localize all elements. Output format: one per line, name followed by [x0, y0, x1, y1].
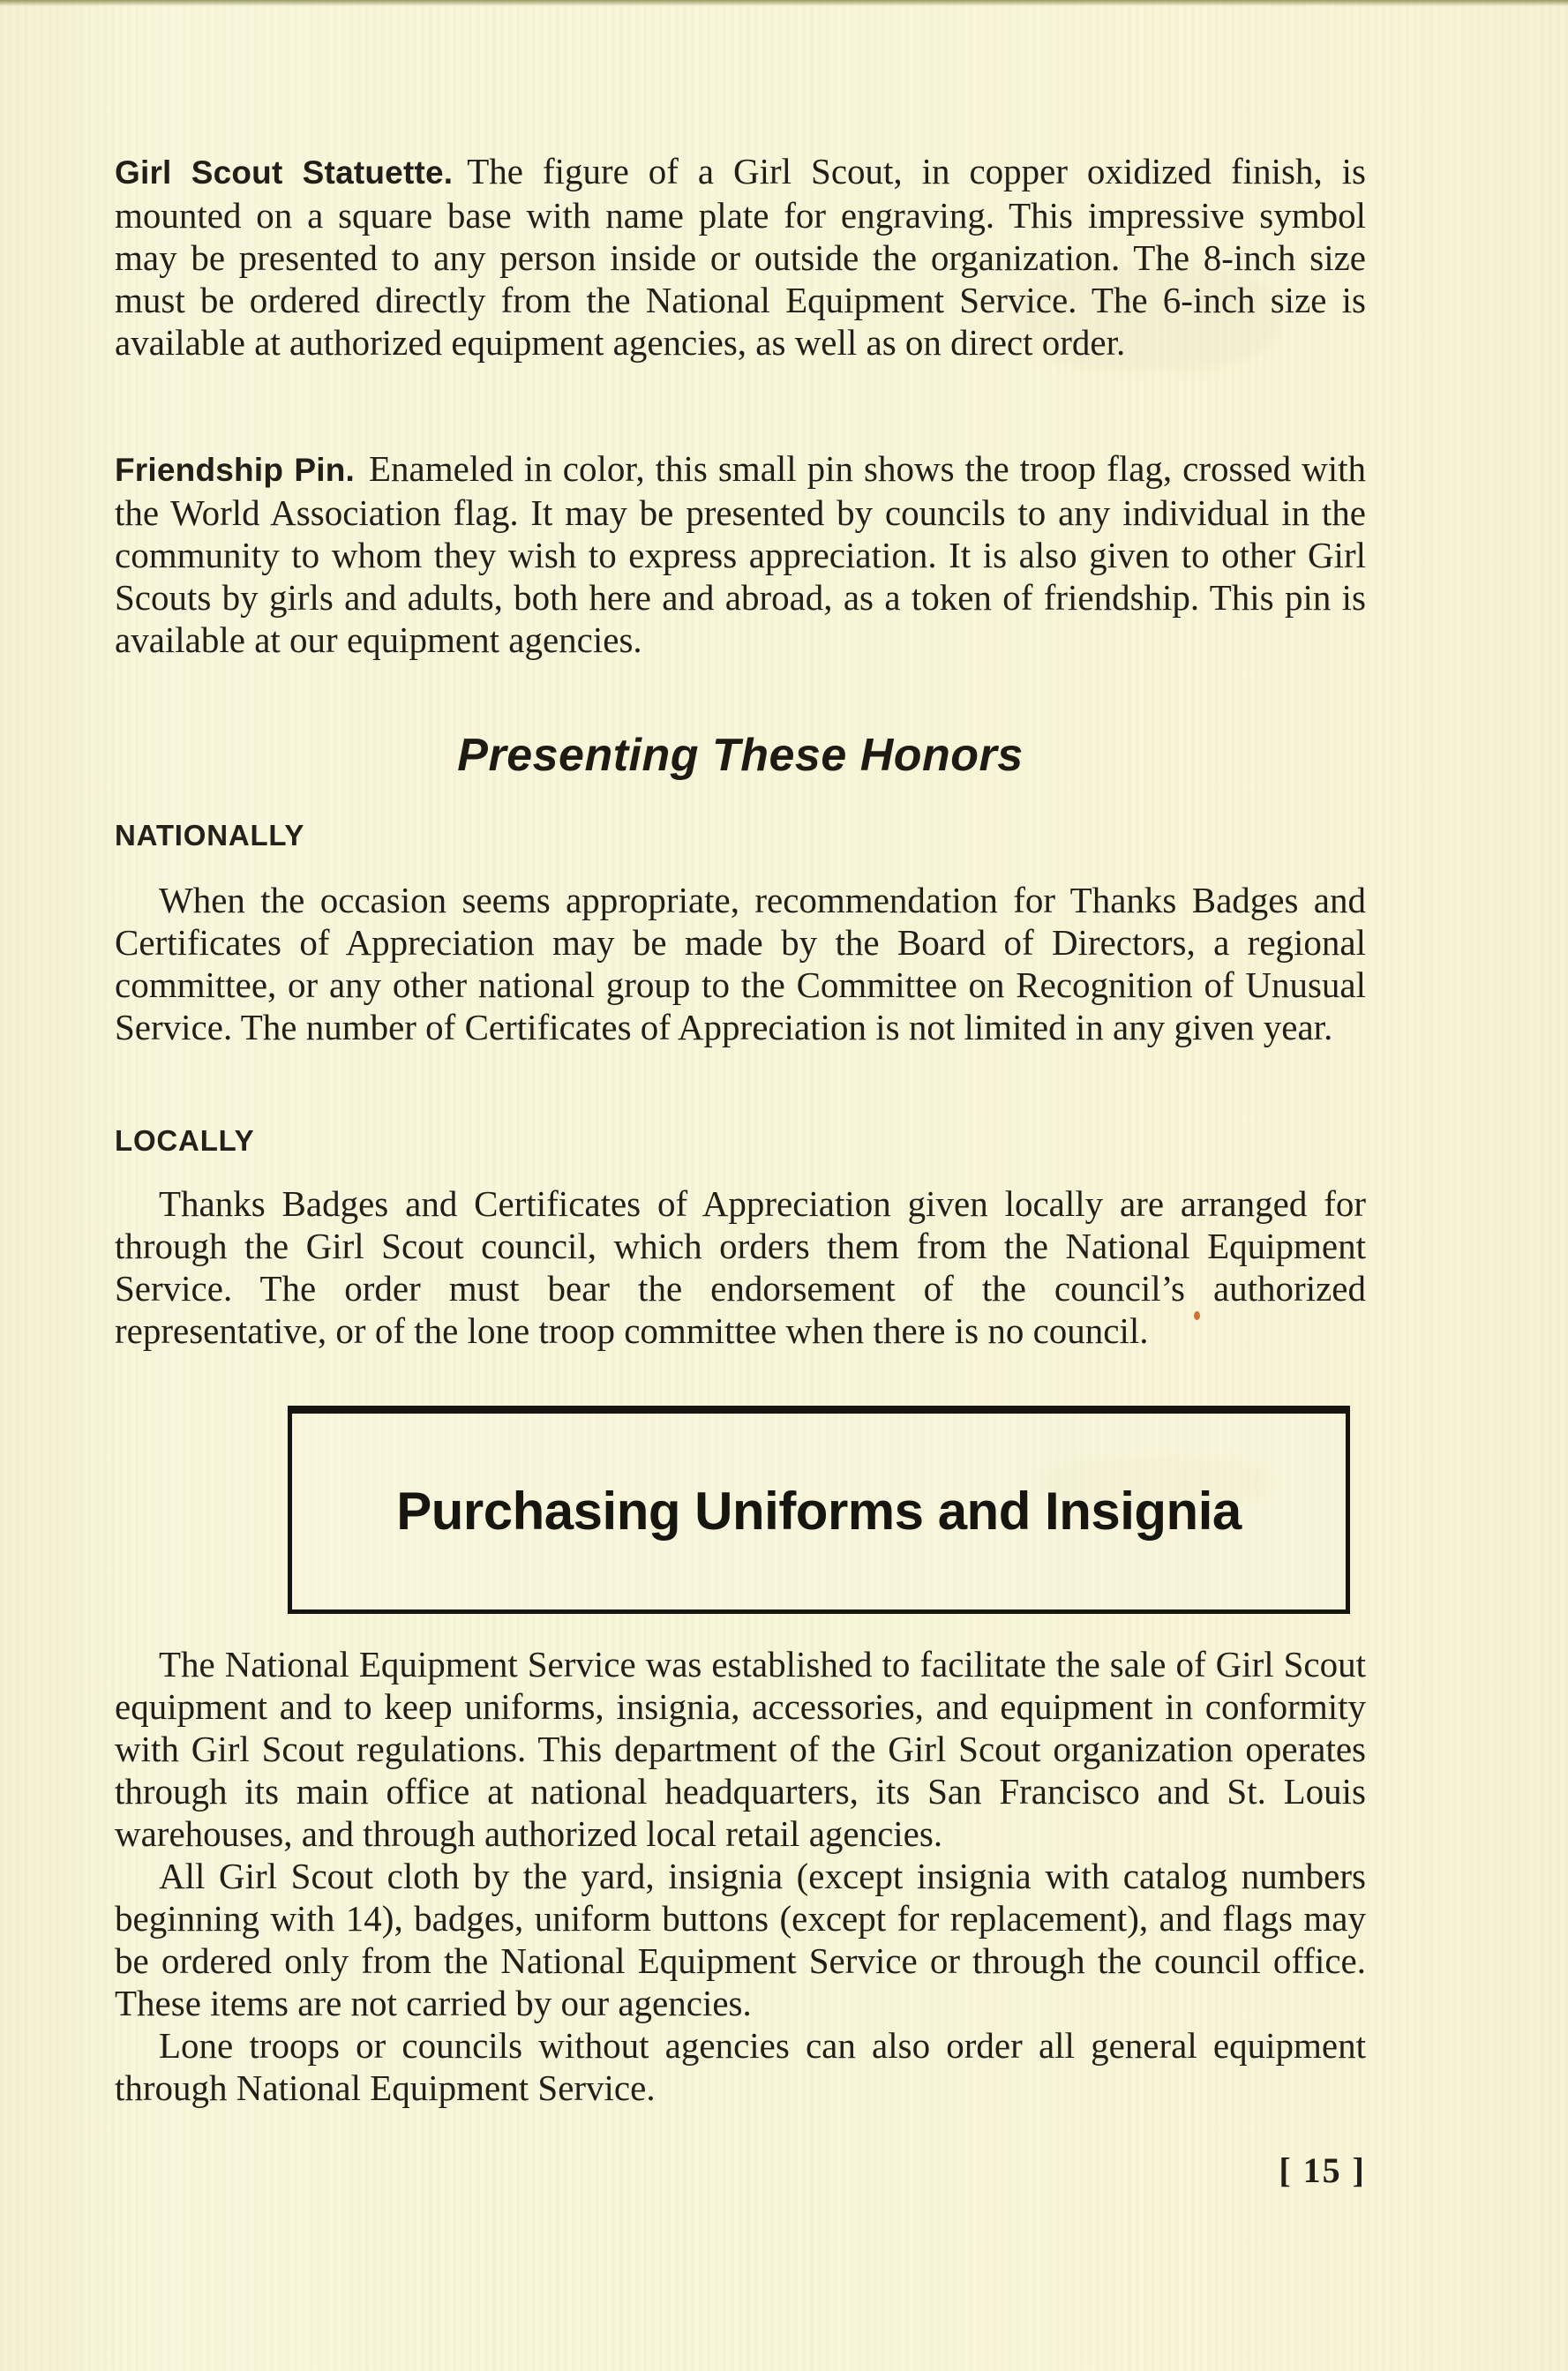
- boxed-title-frame: [288, 1406, 1350, 1614]
- subhead-locally: LOCALLY: [115, 1124, 255, 1157]
- page-content: [115, 0, 1366, 2371]
- subhead-nationally: NATIONALLY: [115, 819, 305, 852]
- section-heading-presenting-these-honors: Presenting These Honors: [457, 730, 1024, 781]
- lead-in-friendship-pin: Friendship Pin.: [115, 452, 355, 488]
- orange-scan-speck: [1194, 1311, 1200, 1320]
- paragraph-nes-established: The National Equipment Service was established to facilitate the sale of Girl Scout equipment and to keep uniforms, insignia, accessories, and equipment in conformity with Girl Scout regulations. This department of the Girl Scout organization operates through its main office at national headquarters, its San Francisco and St. Louis warehouses, and through authorized local retail agencies.: [115, 1644, 1366, 1854]
- paragraph-friendship-pin: [115, 447, 1366, 661]
- purchasing-body-text: [115, 1643, 1366, 2109]
- page-number: [ 15 ]: [1279, 2150, 1366, 2190]
- paragraph-lone-troops: Lone troops or councils without agencies can also order all general equipment through National Equipment Service.: [115, 2025, 1366, 2108]
- paragraph-statuette: [115, 150, 1366, 364]
- paragraph-ordering-rules: All Girl Scout cloth by the yard, insignia (except insignia with catalog numbers beginning with 14), badges, uniform buttons (except for replacement), and flags may be ordered only from the National Equipment Service or through the council office. These items are not carried by our agencies.: [115, 1856, 1366, 2023]
- paragraph-locally: Thanks Badges and Certificates of Appreciation given locally are arranged for through the Girl Scout council, which orders them from the National Equipment Service. The order must bear the endorsement of the council’s authorized representative, or of the lone troop committee when there is no council.: [115, 1183, 1366, 1351]
- statuette-text: The figure of a Girl Scout, in copper oxidized finish, is mounted on a square base with name plate for engraving. This impressive symbol may be presented to any person inside or outside the organization. The 8-inch size must be ordered directly from the National Equipment Service. The 6-inch size is available at authorized equipment agencies, as well as on direct order.: [115, 151, 1366, 363]
- friendship-pin-text: Enameled in color, this small pin shows the troop flag, crossed with the World Association flag. It may be presented by councils to any individual in the community to whom they wish to express appreciation. It is also given to other Girl Scouts by girls and adults, both here and abroad, as a token of friendship. This pin is available at our equipment agencies.: [115, 448, 1366, 660]
- section-heading-purchasing-uniforms: Purchasing Uniforms and Insignia: [396, 1482, 1242, 1541]
- paragraph-nationally: When the occasion seems appropriate, recommendation for Thanks Badges and Certificates of Appreciation may be made by the Board of Directors, a regional committee, or any other national group to the Committee on Recognition of Unusual Service. The number of Certificates of Appreciation is not limited in any given year.: [115, 880, 1366, 1047]
- lead-in-statuette: Girl Scout Statuette.: [115, 154, 454, 191]
